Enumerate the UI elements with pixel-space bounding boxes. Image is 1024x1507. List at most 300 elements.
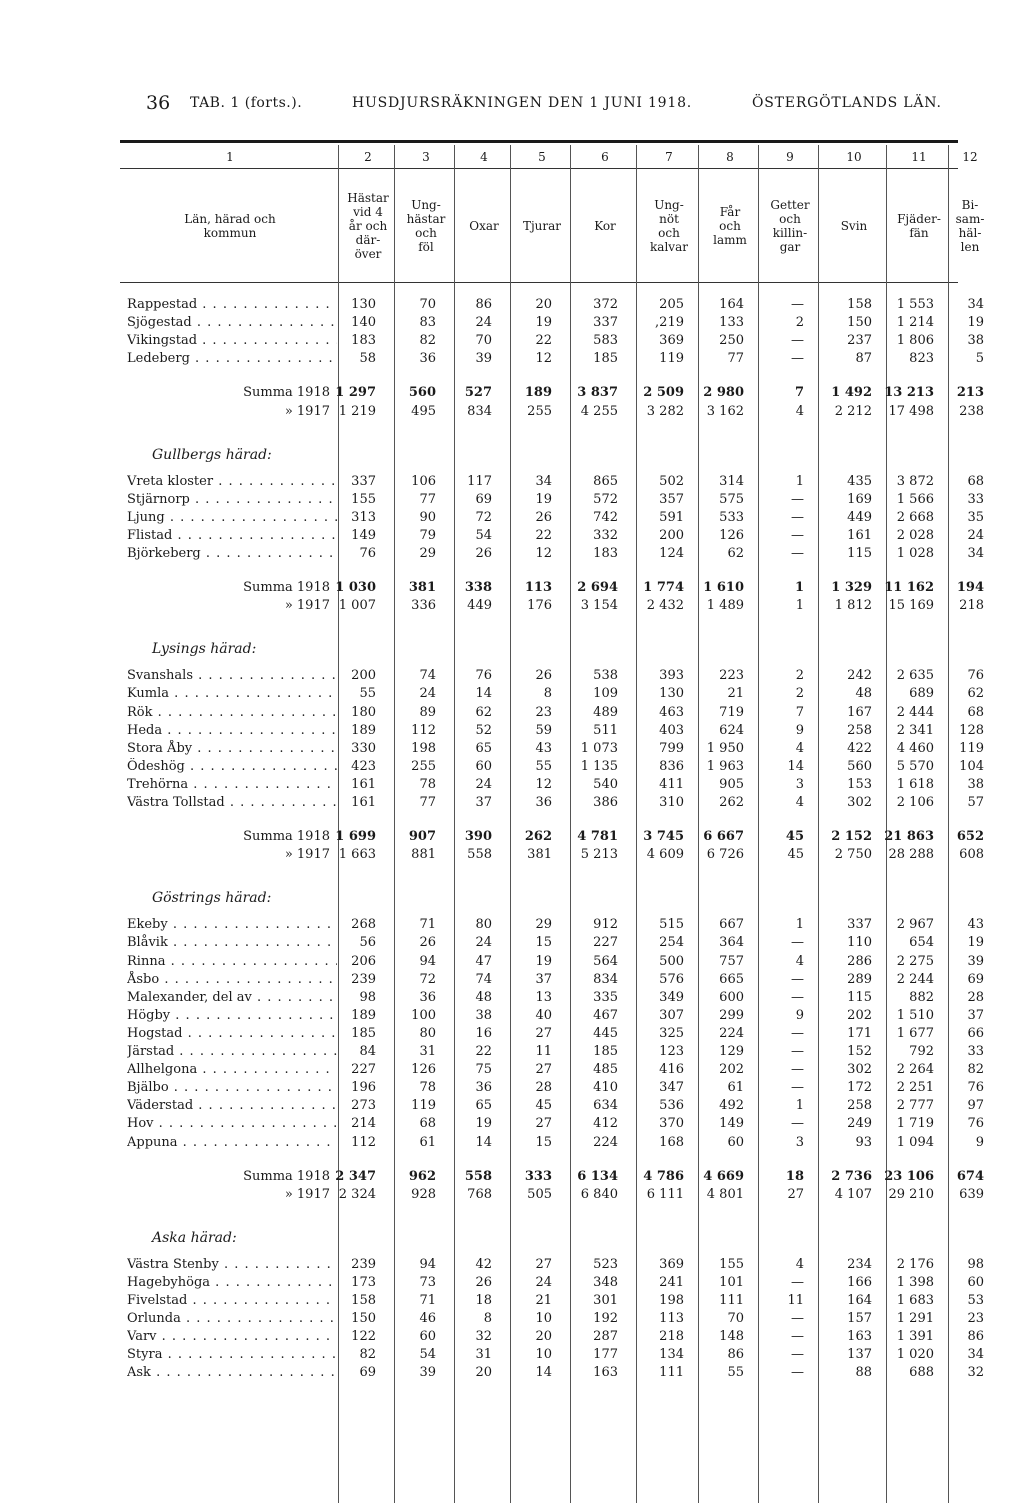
table-cell: 357 [659,491,684,507]
table-cell: 287 [593,1329,618,1345]
table-cell: 183 [351,333,376,349]
table-cell: 325 [659,1025,684,1041]
table-cell: 56 [359,935,376,951]
table-cell: 80 [419,1025,436,1041]
table-cell: 71 [419,917,436,933]
table-cell: 189 [524,385,552,401]
table-cell: 32 [475,1329,492,1345]
sum-label: » 1917 [284,598,330,614]
table-cell: 98 [967,1256,984,1272]
table-cell: 37 [535,971,552,987]
table-cell: 31 [475,1347,492,1363]
table-cell: 65 [475,740,492,756]
table-cell: 23 [535,704,552,720]
table-cell: 1 489 [706,598,744,614]
table-cell: 652 [956,829,984,845]
table-cell: 45 [787,847,804,863]
table-cell: — [791,527,804,543]
table-cell: 381 [408,580,436,596]
table-cell: 76 [967,1116,984,1132]
table-cell: 224 [719,1025,744,1041]
municipality-name: Hagebyhöga . . . [127,1274,337,1291]
column-heading: Tjurar [522,219,562,233]
municipality-name: Appuna . . . [127,1134,337,1151]
table-cell: 337 [847,917,872,933]
municipality-name: Orlunda . . . [127,1310,337,1327]
table-cell: 665 [719,971,744,987]
table-cell: 78 [419,1080,436,1096]
table-cell: 3 837 [577,385,618,401]
table-cell: 224 [593,1134,618,1150]
table-cell: 435 [847,473,872,489]
table-cell: 330 [351,740,376,756]
table-cell: 153 [847,776,872,792]
table-cell: 13 [535,989,552,1005]
table-cell: 119 [659,351,684,367]
table-cell: 1 699 [335,829,376,845]
municipality-name: Styra . . . [127,1346,337,1363]
table-cell: 2 251 [896,1080,934,1096]
table-cell: 218 [959,598,984,614]
table-cell: 689 [909,686,934,702]
table-cell: 112 [351,1134,376,1150]
table-cell: 1 492 [831,385,872,401]
table-cell: 1 683 [896,1293,934,1308]
table-cell: 24 [475,315,492,331]
table-cell: 2 444 [896,704,934,720]
table-cell: 1 566 [896,491,934,507]
table-cell: 3 [795,1134,804,1150]
table-cell: 4 [795,740,804,756]
table-cell: 115 [847,546,872,561]
sum-label: Summa 1918 [243,1168,330,1184]
table-cell: 65 [475,1098,492,1114]
column-heading: Bi- sam- häl- len [955,198,985,254]
table-cell: 4 [795,795,804,810]
table-cell: 719 [719,704,744,720]
table-cell: 37 [475,795,492,810]
table-cell: 20 [535,1329,552,1345]
table-cell: 161 [351,795,376,810]
table-cell: 489 [593,704,618,720]
table-cell: 314 [719,473,744,489]
table-cell: 200 [659,527,684,543]
table-cell: 2 736 [831,1168,872,1184]
table-cell: 6 840 [580,1186,618,1202]
table-cell: 564 [593,953,618,969]
table-cell: 639 [959,1186,984,1202]
table-cell: 14 [787,758,804,774]
table-cell: 463 [659,704,684,720]
district-heading: Gullbergs härad: [152,446,272,463]
municipality-name: Flistad . . . [127,527,337,544]
table-cell: 185 [593,351,618,367]
table-cell: — [791,1025,804,1041]
table-cell: — [791,935,804,951]
sum-label: Summa 1918 [243,829,330,845]
table-cell: 73 [419,1274,436,1290]
table-cell: 200 [351,668,376,684]
municipality-name: Ask . . . [127,1364,337,1381]
table-cell: 34 [535,473,552,489]
table-cell: 61 [419,1134,436,1150]
table-cell: 2 750 [834,847,872,863]
table-cell: 273 [351,1098,376,1114]
table-cell: 12 [535,546,552,561]
table-cell: — [791,1329,804,1345]
table-cell: 134 [659,1347,684,1363]
table-cell: 10 [535,1311,552,1327]
table-cell: 70 [727,1311,744,1327]
table-cell: 82 [967,1062,984,1078]
municipality-name: Stjärnorp . . . [127,491,337,508]
table-cell: 12 [535,351,552,367]
table-cell: — [791,297,804,312]
table-cell: — [791,351,804,367]
table-cell: 1 618 [896,776,934,792]
table-cell: 29 [419,546,436,561]
table-cell: 22 [475,1044,492,1059]
table-cell: — [791,1044,804,1059]
table-cell: 5 570 [896,758,934,774]
table-cell: 148 [719,1329,744,1345]
table-cell: 183 [593,546,618,561]
table-cell: 227 [593,935,618,951]
table-cell: 792 [909,1044,934,1059]
table-cell: 78 [419,776,436,792]
table-cell: 10 [535,1347,552,1363]
table-cell: 348 [593,1274,618,1290]
table-cell: 111 [659,1365,684,1381]
column-number: 10 [846,150,862,164]
table-cell: 76 [359,546,376,561]
table-cell: 130 [351,297,376,312]
sum-label: » 1917 [284,403,330,419]
column-number: 7 [665,150,673,164]
table-cell: 337 [593,315,618,331]
table-cell: 150 [847,315,872,331]
table-cell: 19 [967,935,984,951]
table-cell: 5 [975,351,984,367]
table-cell: 177 [593,1347,618,1363]
table-cell: 3 282 [646,403,684,419]
table-cell: 22 [535,527,552,543]
column-number: 2 [364,150,372,164]
table-cell: 227 [351,1062,376,1078]
table-cell: 2 635 [896,668,934,684]
table-cell: 289 [847,971,872,987]
table-cell: 60 [419,1329,436,1345]
table-cell: 62 [475,704,492,720]
table-cell: 4 460 [896,740,934,756]
table-cell: 68 [967,473,984,489]
table-cell: 106 [411,473,436,489]
table-cell: 82 [359,1347,376,1363]
table-cell: 2 509 [643,385,684,401]
table-cell: 386 [593,795,618,810]
table-cell: 93 [855,1134,872,1150]
table-cell: 2 432 [646,598,684,614]
table-cell: 674 [956,1168,984,1184]
table-cell: 742 [593,509,618,525]
table-cell: 38 [967,776,984,792]
table-cell: 202 [847,1007,872,1023]
table-cell: 258 [847,722,872,738]
table-cell: 38 [967,333,984,349]
table-cell: 22 [535,333,552,349]
table-cell: 576 [659,971,684,987]
table-cell: 2 694 [577,580,618,596]
table-cell: 158 [847,297,872,312]
table-cell: 149 [351,527,376,543]
sum-label: Summa 1918 [243,580,330,596]
table-cell: 2 176 [896,1256,934,1272]
column-heading: Fjäder- fän [897,212,941,240]
table-cell: 11 [787,1293,804,1308]
table-cell: 55 [727,1365,744,1381]
table-cell: 71 [419,1293,436,1308]
table-cell: 1 007 [338,598,376,614]
table-cell: 905 [719,776,744,792]
table-cell: 337 [351,473,376,489]
table-cell: 59 [535,722,552,738]
table-cell: 27 [535,1062,552,1078]
table-cell: 23 106 [884,1168,934,1184]
table-cell: 189 [351,722,376,738]
table-cell: 16 [475,1025,492,1041]
table-cell: 89 [419,704,436,720]
table-cell: 2 341 [896,722,934,738]
table-cell: 2 [795,668,804,684]
table-cell: 13 213 [884,385,934,401]
municipality-name: Vreta kloster . . . [127,473,337,490]
column-number: 6 [601,150,609,164]
table-cell: 129 [719,1044,744,1059]
table-cell: 2 244 [896,971,934,987]
table-cell: 113 [524,580,552,596]
table-cell: 68 [967,704,984,720]
table-cell: 36 [419,351,436,367]
table-cell: 1 291 [896,1311,934,1327]
column-number: 11 [911,150,927,164]
table-cell: 15 [535,1134,552,1150]
table-cell: 536 [659,1098,684,1114]
table-cell: 19 [967,315,984,331]
table-cell: 164 [847,1293,872,1308]
municipality-name: Västra Stenby . . . [127,1256,337,1273]
table-cell: 19 [535,491,552,507]
table-cell: 90 [419,509,436,525]
table-cell: 72 [419,971,436,987]
municipality-name: Blåvik . . . [127,934,337,951]
table-cell: 558 [464,1168,492,1184]
table-cell: 347 [659,1080,684,1096]
table-cell: 834 [467,403,492,419]
table-cell: 130 [659,686,684,702]
table-cell: 42 [475,1256,492,1272]
table-cell: 799 [659,740,684,756]
table-cell: 62 [727,546,744,561]
table-cell: 250 [719,333,744,349]
table-cell: 492 [719,1098,744,1114]
table-cell: — [791,509,804,525]
municipality-name: Malexander, del av . . . [127,989,337,1006]
table-cell: 527 [464,385,492,401]
column-heading: Getter och killin- gar [770,198,810,254]
table-cell: 70 [475,333,492,349]
table-cell: 26 [475,1274,492,1290]
table-cell: 77 [727,351,744,367]
municipality-name: Bjälbo . . . [127,1079,337,1096]
table-cell: 123 [659,1044,684,1059]
page-header [0,92,1024,116]
table-cell: 76 [967,1080,984,1096]
table-cell: 560 [847,758,872,774]
column-heading: Kor [594,219,616,233]
table-cell: 238 [959,403,984,419]
table-cell: 3 154 [580,598,618,614]
table-cell: 1 073 [580,740,618,756]
table-cell: 2 967 [896,917,934,933]
municipality-name: Ödeshög . . . [127,758,337,775]
municipality-name: Väderstad . . . [127,1097,337,1114]
table-cell: 173 [351,1274,376,1290]
table-cell: 29 210 [888,1186,934,1202]
table-cell: 88 [855,1365,872,1381]
table-cell: 6 134 [577,1168,618,1184]
table-cell: 27 [787,1186,804,1202]
table-cell: 1 [795,473,804,489]
table-cell: 560 [408,385,436,401]
table-cell: 9 [795,1007,804,1023]
table-cell: 1 020 [896,1347,934,1363]
table-cell: 171 [847,1025,872,1041]
table-cell: 2 [795,686,804,702]
table-cell: 21 863 [884,829,934,845]
table-cell: 301 [593,1293,618,1308]
municipality-name: Fivelstad . . . [127,1292,337,1309]
table-cell: — [791,333,804,349]
table-cell: 1 806 [896,333,934,349]
table-cell: 140 [351,315,376,331]
table-cell: 1 950 [706,740,744,756]
table-cell: 198 [411,740,436,756]
sum-label: » 1917 [284,1186,330,1202]
table-cell: 423 [351,758,376,774]
table-cell: 364 [719,935,744,951]
table-cell: 485 [593,1062,618,1078]
table-cell: 449 [847,509,872,525]
table-cell: 155 [351,491,376,507]
table-cell: 161 [351,776,376,792]
table-cell: 112 [411,722,436,738]
table-cell: 258 [847,1098,872,1114]
table-cell: 77 [419,491,436,507]
table-cell: 1 094 [896,1134,934,1150]
table-cell: 198 [659,1293,684,1308]
table-cell: 69 [475,491,492,507]
municipality-name: Kumla . . . [127,685,337,702]
table-cell: 500 [659,953,684,969]
table-cell: — [791,1311,804,1327]
table-cell: 27 [535,1256,552,1272]
table-cell: 69 [359,1365,376,1381]
table-cell: 6 726 [706,847,744,863]
column-number: 12 [962,150,978,164]
table-cell: 445 [593,1025,618,1041]
table-cell: 20 [475,1365,492,1381]
column-number: 4 [480,150,488,164]
table-cell: 515 [659,917,684,933]
table-cell: 1 135 [580,758,618,774]
table-cell: 393 [659,668,684,684]
table-cell: 881 [411,847,436,863]
table-cell: 119 [959,740,984,756]
table-cell: 47 [475,953,492,969]
table-cell: 39 [475,351,492,367]
table-cell: — [791,1274,804,1290]
table-cell: 26 [535,668,552,684]
table-cell: 117 [467,473,492,489]
column-number: 3 [422,150,430,164]
table-cell: 74 [419,668,436,684]
table-cell: 163 [593,1365,618,1381]
table-cell: 369 [659,333,684,349]
table-cell: 286 [847,953,872,969]
table-cell: 33 [967,491,984,507]
table-cell: 70 [419,297,436,312]
table-cell: — [791,1116,804,1132]
table-cell: 26 [475,546,492,561]
table-cell: 241 [659,1274,684,1290]
table-cell: 24 [535,1274,552,1290]
table-cell: 1 812 [834,598,872,614]
table-cell: 2 264 [896,1062,934,1078]
table-cell: 20 [535,297,552,312]
table-cell: 410 [593,1080,618,1096]
table-cell: 255 [411,758,436,774]
table-cell: 167 [847,704,872,720]
table-cell: 126 [411,1062,436,1078]
table-cell: 169 [847,491,872,507]
table-cell: 836 [659,758,684,774]
table-cell: 1 774 [643,580,684,596]
table-cell: 55 [359,686,376,702]
table-cell: 86 [475,297,492,312]
table-cell: 1 028 [896,546,934,561]
table-cell: 194 [956,580,984,596]
table-cell: 2 980 [703,385,744,401]
table-cell: 834 [593,971,618,987]
table-cell: 27 [535,1116,552,1132]
table-cell: 558 [467,847,492,863]
table-cell: 40 [535,1007,552,1023]
table-cell: 313 [351,509,376,525]
table-cell: 4 609 [646,847,684,863]
table-reference: TAB. 1 (forts.). [190,95,303,111]
table-cell: 83 [419,315,436,331]
table-cell: 1 610 [703,580,744,596]
table-cell: 75 [475,1062,492,1078]
table-cell: 239 [351,971,376,987]
table-cell: 2 [795,315,804,331]
table-cell: 206 [351,953,376,969]
table-cell: 654 [909,935,934,951]
table-cell: 43 [967,917,984,933]
table-cell: 2 347 [335,1168,376,1184]
table-cell: 60 [967,1274,984,1290]
table-cell: — [791,491,804,507]
